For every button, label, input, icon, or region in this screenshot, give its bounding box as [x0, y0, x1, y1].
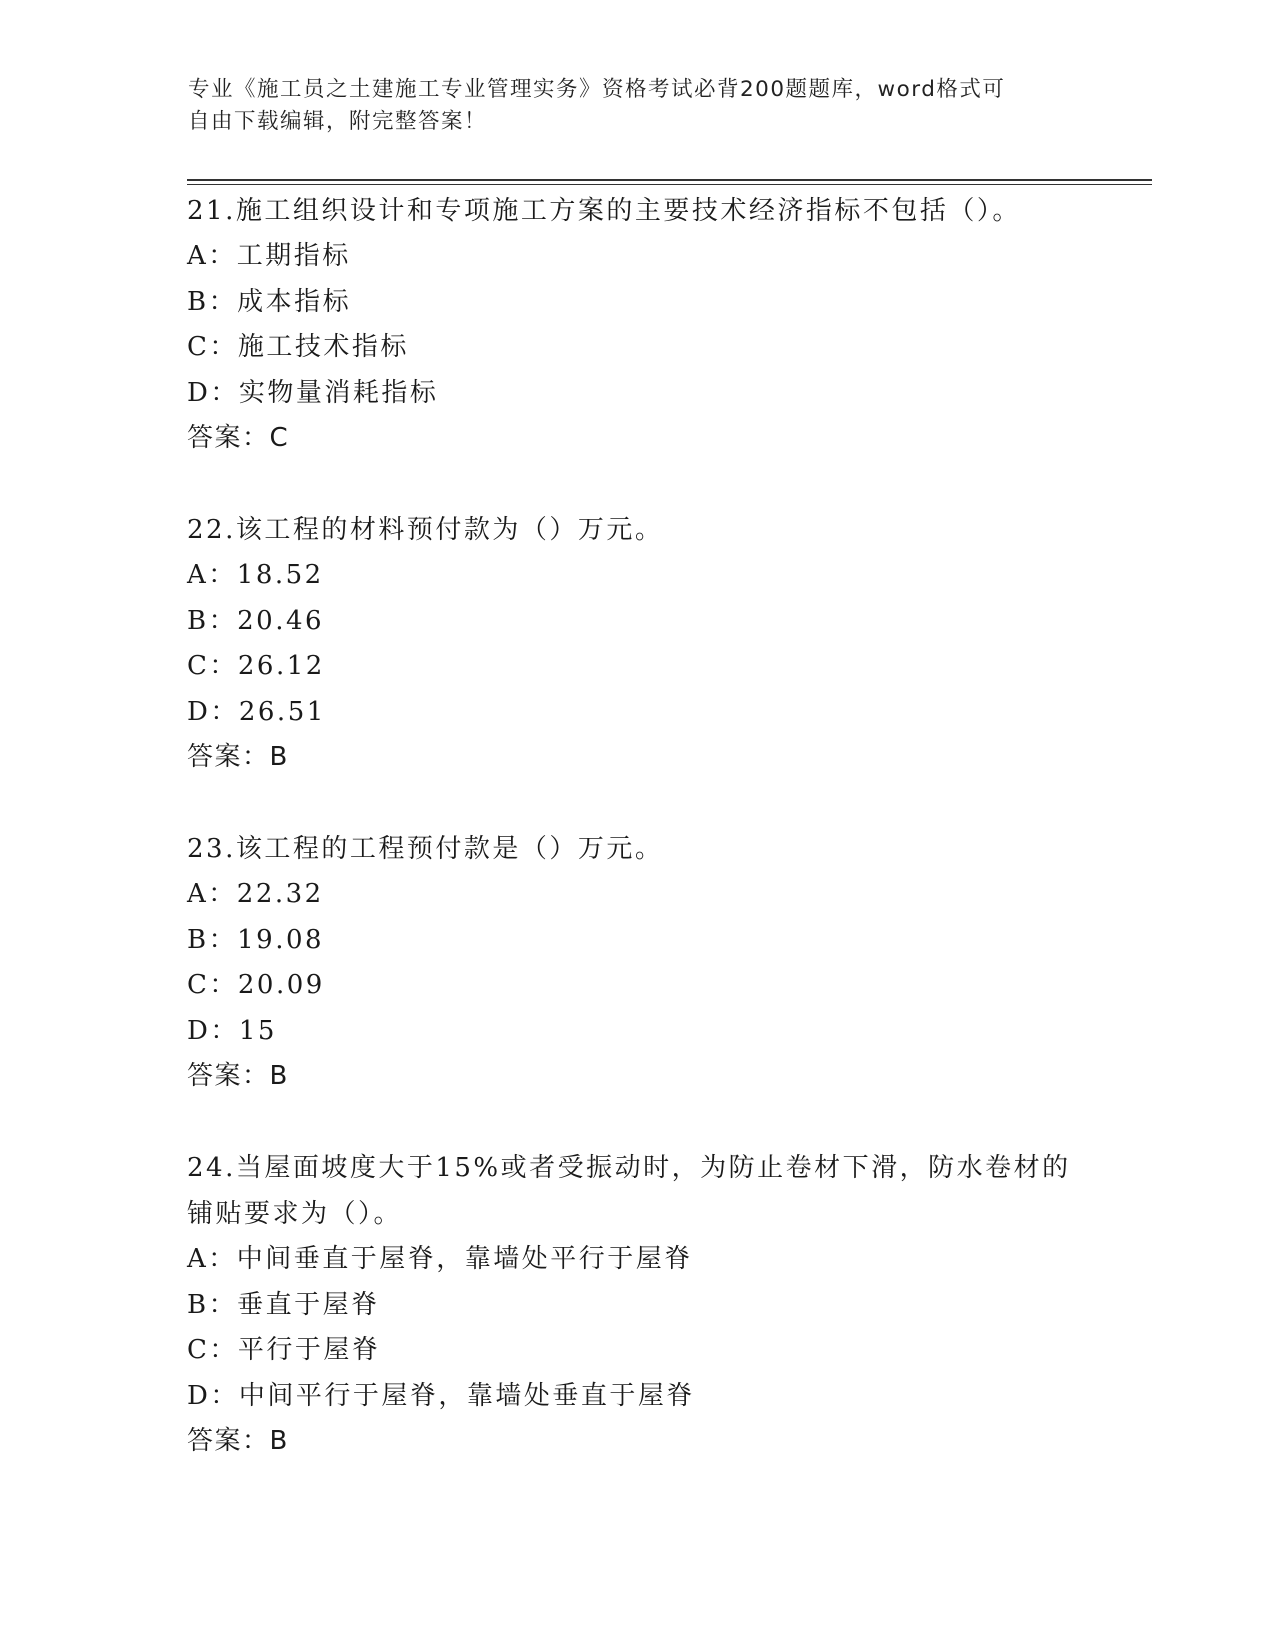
answer-line: 答案：B: [187, 1061, 289, 1091]
answer-line: 答案：B: [187, 1426, 289, 1456]
question-text-line-2: 铺贴要求为（）。: [187, 1199, 403, 1229]
option-a: A：22.32: [187, 879, 324, 909]
header-line-2: 自由下载编辑，附完整答案！: [188, 109, 488, 134]
option-a: A：中间垂直于屋脊，靠墙处平行于屋脊: [187, 1244, 693, 1274]
header-divider-thin: [187, 184, 1152, 185]
option-c: C：平行于屋脊: [187, 1335, 381, 1365]
header-divider: [187, 179, 1152, 181]
question-21: [187, 188, 1147, 461]
answer-line: 答案：C: [187, 423, 290, 453]
question-list: [187, 188, 1147, 1510]
question-text: 23.该工程的工程预付款是（）万元。: [187, 834, 664, 864]
option-d: D：实物量消耗指标: [187, 377, 439, 408]
option-c: C：施工技术指标: [187, 332, 409, 362]
question-22: [187, 507, 1147, 780]
question-24: [187, 1145, 1147, 1464]
option-d: D：26.51: [187, 696, 326, 727]
question-text: 21.施工组织设计和专项施工方案的主要技术经济指标不包括（）。: [187, 196, 1021, 226]
option-a: A：工期指标: [187, 241, 351, 271]
option-b: B：19.08: [187, 924, 325, 955]
option-b: B：成本指标: [187, 286, 352, 317]
option-d: D：15: [187, 1015, 277, 1046]
answer-line: 答案：B: [187, 742, 289, 772]
option-b: B：垂直于屋脊: [187, 1289, 380, 1320]
option-c: C：20.09: [187, 970, 325, 1000]
option-b: B：20.46: [187, 605, 325, 636]
option-a: A：18.52: [187, 560, 324, 590]
document-header: [188, 74, 1068, 138]
option-d: D：中间平行于屋脊，靠墙处垂直于屋脊: [187, 1380, 695, 1411]
header-line-1: 专业《施工员之土建施工专业管理实务》资格考试必背200题题库，word格式可: [188, 77, 1006, 102]
question-text: 22.该工程的材料预付款为（）万元。: [187, 515, 664, 545]
option-c: C：26.12: [187, 651, 325, 681]
question-23: [187, 826, 1147, 1099]
question-text-line-1: 24.当屋面坡度大于15%或者受振动时，为防止卷材下滑，防水卷材的: [187, 1153, 1071, 1183]
